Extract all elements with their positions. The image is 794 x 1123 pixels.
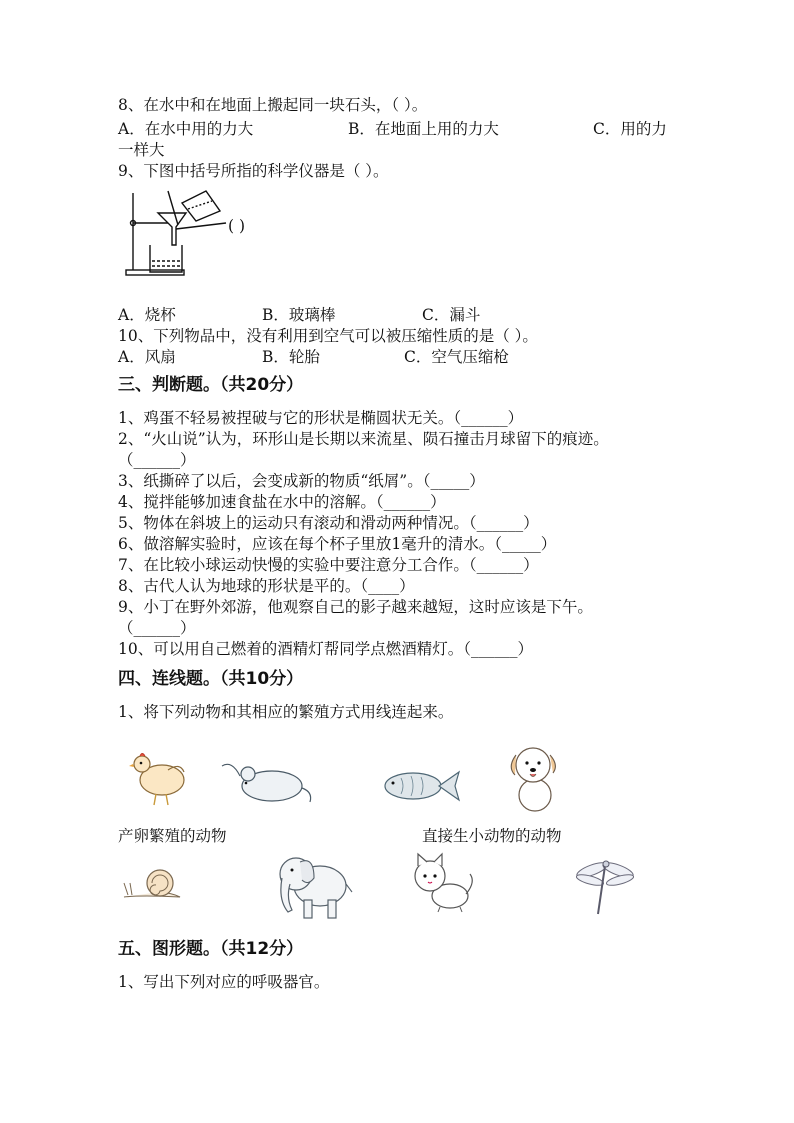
puppy-icon (503, 741, 563, 815)
q9-figure-paren: ( ) (228, 217, 246, 235)
q8-option-b: B．在地面上用的力大 (348, 120, 499, 138)
judge-item-2-blank: （______） (118, 451, 196, 469)
q10-option-c: C．空气压缩枪 (404, 348, 509, 366)
judge-item-9-blank: （______） (118, 619, 196, 637)
figure-question-1: 1、写出下列对应的呼吸器官。 (118, 973, 330, 991)
label-live-birth: 直接生小动物的动物 (422, 827, 562, 845)
judge-item-6: 6、做溶解实验时，应该在每个杯子里放1毫升的清水。（_____） (118, 535, 557, 553)
dragonfly-icon (574, 856, 638, 916)
q9-option-c: C．漏斗 (422, 306, 481, 324)
judge-item-2: 2、“火山说”认为，环形山是长期以来流星、陨石撞击月球留下的痕迹。 (118, 430, 609, 448)
elephant-icon (274, 848, 354, 922)
hen-icon (128, 748, 190, 808)
q10-option-b: B．轮胎 (262, 348, 320, 366)
q9-text: 9、下图中括号所指的科学仪器是（ ）。 (118, 162, 389, 180)
kitten-icon (408, 852, 476, 914)
judge-item-1: 1、鸡蛋不轻易被捏破与它的形状是椭圆状无关。（______） (118, 409, 524, 427)
label-egg-laying: 产卵繁殖的动物 (118, 827, 227, 845)
section-4-title: 四、连线题。（共10分） (118, 669, 304, 689)
mouse-icon (218, 758, 316, 806)
fish-icon (379, 764, 461, 808)
matching-question-1: 1、将下列动物和其相应的繁殖方式用线连起来。 (118, 703, 454, 721)
q8-option-a: A．在水中用的力大 (118, 120, 254, 138)
judge-item-4: 4、搅拌能够加速食盐在水中的溶解。（______） (118, 493, 446, 511)
q9-option-b: B．玻璃棒 (262, 306, 336, 324)
judge-item-5: 5、物体在斜坡上的运动只有滚动和滑动两种情况。（______） (118, 514, 539, 532)
judge-item-3: 3、纸撕碎了以后，会变成新的物质“纸屑”。（_____） (118, 472, 485, 490)
judge-item-10: 10、可以用自己燃着的酒精灯帮同学点燃酒精灯。（______） (118, 640, 533, 658)
q9-option-a: A．烧杯 (118, 306, 176, 324)
q10-option-a: A．风扇 (118, 348, 176, 366)
section-5-title: 五、图形题。（共12分） (118, 939, 304, 959)
snail-icon (122, 865, 184, 901)
judge-item-9: 9、小丁在野外郊游，他观察自己的影子越来越短，这时应该是下午。 (118, 598, 593, 616)
q8-option-c: C．用的力 (593, 120, 667, 138)
section-3-title: 三、判断题。（共20分） (118, 375, 304, 395)
q8-option-c-cont: 一样大 (118, 141, 165, 159)
q10-text: 10、下列物品中，没有利用到空气可以被压缩性质的是（ ）。 (118, 327, 538, 345)
q8-text: 8、在水中和在地面上搬起同一块石头，（ ）。 (118, 96, 428, 114)
judge-item-8: 8、古代人认为地球的形状是平的。（____） (118, 577, 415, 595)
judge-item-7: 7、在比较小球运动快慢的实验中要注意分工合作。（______） (118, 556, 539, 574)
